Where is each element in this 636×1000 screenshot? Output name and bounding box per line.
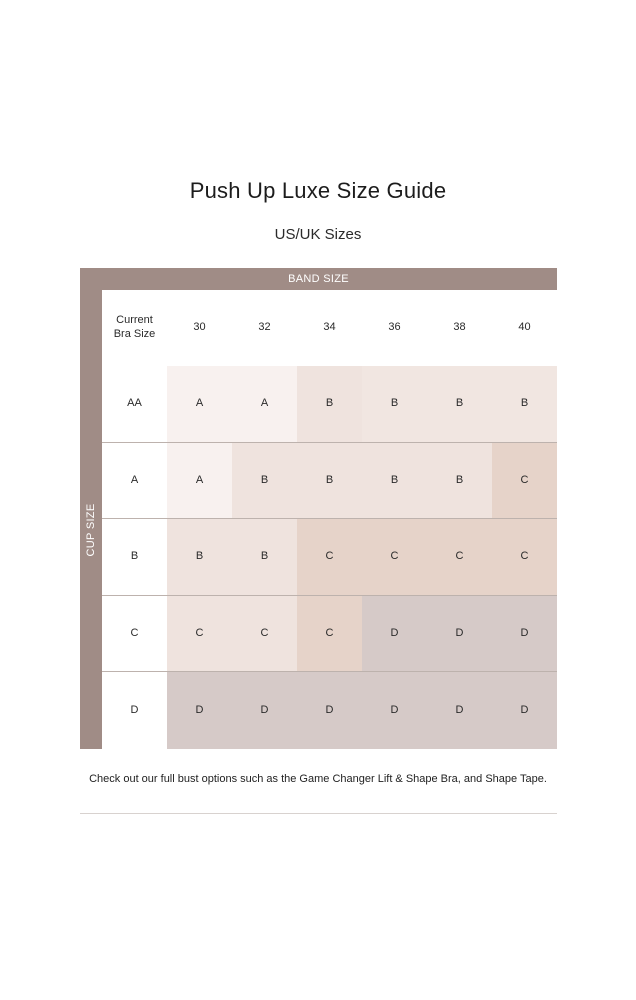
size-cell: C — [297, 519, 362, 596]
size-cell: D — [362, 672, 427, 749]
current-bra-size-header: Current Bra Size — [102, 290, 167, 366]
size-cell: D — [167, 672, 232, 749]
size-cell: B — [232, 443, 297, 519]
size-cell: B — [492, 366, 557, 443]
size-cell: B — [232, 519, 297, 596]
size-cell: B — [362, 443, 427, 519]
size-cell: B — [427, 443, 492, 519]
size-cell: A — [167, 366, 232, 443]
size-cell: D — [232, 672, 297, 749]
page-subtitle: US/UK Sizes — [274, 226, 362, 243]
band-30-header: 30 — [167, 290, 232, 366]
band-32-header: 32 — [232, 290, 297, 366]
size-cell: B — [297, 443, 362, 519]
size-chart — [80, 268, 557, 749]
band-size-header: BAND SIZE — [80, 268, 557, 290]
band-40-header: 40 — [492, 290, 557, 366]
size-cell: B — [167, 519, 232, 596]
full-bust-note: Check out our full bust options such as the Game Changer Lift & Shape Bra, and Shape Tape. — [89, 773, 547, 785]
size-cell: C — [362, 519, 427, 596]
size-cell: D — [427, 672, 492, 749]
size-cell: A — [232, 366, 297, 443]
cup-size-bar — [80, 290, 102, 749]
size-cell: D — [492, 672, 557, 749]
cup-c-label: C — [102, 596, 167, 672]
page-title: Push Up Luxe Size Guide — [189, 178, 447, 203]
cup-aa-label: AA — [102, 366, 167, 443]
cup-a-label: A — [102, 443, 167, 519]
size-cell: D — [492, 596, 557, 672]
band-38-header: 38 — [427, 290, 492, 366]
size-cell: A — [167, 443, 232, 519]
size-cell: B — [362, 366, 427, 443]
size-cell: D — [427, 596, 492, 672]
size-cell: B — [297, 366, 362, 443]
size-cell: C — [492, 443, 557, 519]
size-cell: D — [297, 672, 362, 749]
size-cell: C — [167, 596, 232, 672]
band-36-header: 36 — [362, 290, 427, 366]
cup-b-label: B — [102, 519, 167, 596]
band-34-header: 34 — [297, 290, 362, 366]
size-cell: D — [362, 596, 427, 672]
divider — [80, 813, 557, 814]
size-cell: C — [232, 596, 297, 672]
cup-d-label: D — [102, 672, 167, 749]
size-cell: C — [427, 519, 492, 596]
size-cell: C — [492, 519, 557, 596]
size-cell: C — [297, 596, 362, 672]
size-grid — [102, 290, 557, 749]
cup-size-label: CUP SIZE — [85, 503, 97, 557]
size-cell: B — [427, 366, 492, 443]
